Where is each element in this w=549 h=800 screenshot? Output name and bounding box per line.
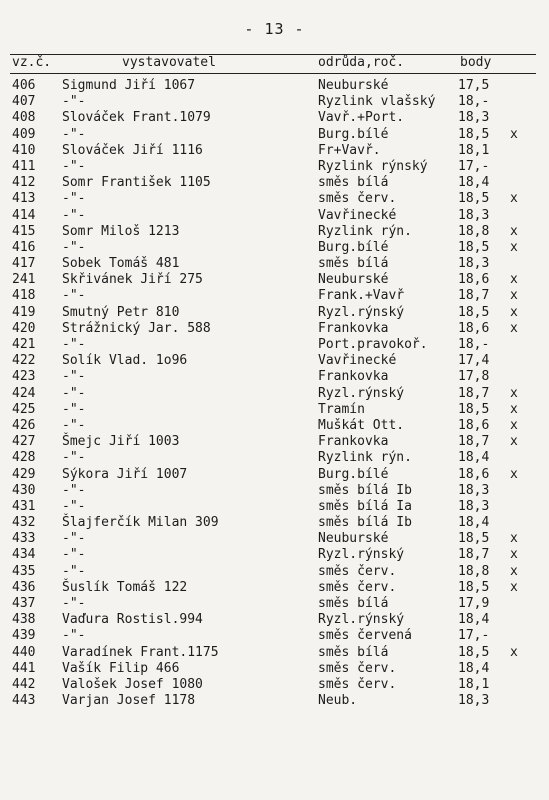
wine-variety: směs bílá (318, 644, 389, 660)
wine-variety: Frank.+Vavř (318, 288, 405, 304)
sample-number: 413 (12, 191, 36, 207)
exhibitor-name: Sobek Tomáš 481 (62, 256, 180, 272)
table-row (12, 272, 534, 288)
award-mark: x (510, 304, 518, 320)
header-number: vz.č. (12, 55, 52, 70)
points-score: 17,5 (458, 78, 490, 93)
wine-variety: směs bílá Ia (318, 498, 412, 514)
exhibitor-name: Šmejc Jiří 1003 (62, 434, 180, 450)
points-score: 18,6 (458, 320, 490, 336)
exhibitor-name: -"- (62, 450, 86, 466)
exhibitor-name: Varadínek Frant.1175 (62, 644, 219, 660)
sample-number: 419 (12, 304, 36, 320)
points-score: 18,6 (458, 466, 490, 482)
wine-variety: Vavřinecké (318, 207, 397, 223)
exhibitor-name: -"- (62, 417, 86, 433)
sample-number: 442 (12, 676, 36, 692)
table-row (12, 353, 534, 369)
wine-variety: Frankovka (318, 369, 389, 385)
sample-number: 426 (12, 417, 36, 433)
table-row (12, 191, 534, 207)
points-score: 18,- (458, 337, 490, 352)
sample-number: 417 (12, 256, 36, 272)
sample-number: 430 (12, 482, 36, 498)
sample-number: 406 (12, 78, 36, 93)
points-score: 18,3 (458, 256, 490, 272)
wine-variety: Vavřinecké (318, 353, 397, 369)
table-row (12, 467, 534, 483)
wine-variety: směs červená (318, 628, 412, 644)
award-mark: x (510, 288, 518, 304)
wine-variety: směs červ. (318, 660, 397, 676)
exhibitor-name: Solík Vlad. 1o96 (62, 353, 188, 369)
exhibitor-name: -"- (62, 369, 86, 385)
exhibitor-name: -"- (62, 158, 86, 174)
sample-number: 411 (12, 158, 36, 174)
exhibitor-name: Vašík Filip 466 (62, 660, 180, 676)
award-mark: x (510, 272, 518, 288)
table-row (12, 110, 534, 126)
table-row (12, 515, 534, 531)
wine-variety: Neuburské (318, 531, 389, 547)
points-score: 18,5 (458, 644, 490, 660)
points-score: 18,4 (458, 660, 490, 676)
exhibitor-name: -"- (62, 191, 86, 207)
wine-variety: Ryzlink rýn. (318, 450, 412, 466)
award-mark: x (510, 385, 518, 401)
sample-number: 418 (12, 288, 36, 304)
award-mark: x (510, 320, 518, 336)
exhibitor-name: Valošek Josef 1080 (62, 676, 203, 692)
wine-variety: směs červ. (318, 676, 397, 692)
sample-number: 415 (12, 223, 36, 239)
points-score: 18,- (458, 94, 490, 110)
points-score: 18,4 (458, 515, 490, 531)
header-variety: odrůda,roč. (318, 55, 405, 70)
exhibitor-name: Šuslík Tomáš 122 (62, 579, 188, 595)
points-score: 18,7 (458, 385, 490, 401)
table-row (12, 580, 534, 596)
points-score: 17,- (458, 628, 490, 644)
wine-variety: Tramín (318, 401, 365, 417)
exhibitor-name: -"- (62, 239, 86, 255)
wine-variety: Burg.bílé (318, 466, 389, 482)
wine-variety: Muškát Ott. (318, 417, 405, 433)
points-score: 18,4 (458, 612, 490, 628)
exhibitor-name: Vaďura Rostisl.994 (62, 612, 203, 628)
wine-variety: Ryzl.rýnský (318, 547, 405, 563)
sample-number: 434 (12, 547, 36, 563)
table-row (12, 483, 534, 499)
points-score: 18,1 (458, 676, 490, 692)
points-score: 18,5 (458, 579, 490, 595)
table-row (12, 499, 534, 515)
table-row (12, 547, 534, 563)
exhibitor-name: -"- (62, 547, 86, 563)
table-row (12, 143, 534, 159)
sample-number: 410 (12, 142, 36, 158)
table-row (12, 693, 534, 709)
points-score: 18,6 (458, 272, 490, 288)
sample-number: 407 (12, 94, 36, 110)
points-score: 18,5 (458, 304, 490, 320)
exhibitor-name: -"- (62, 498, 86, 514)
points-score: 18,5 (458, 239, 490, 255)
sample-number: 424 (12, 385, 36, 401)
wine-variety: směs bílá (318, 596, 389, 611)
table-row (12, 612, 534, 628)
sample-number: 441 (12, 660, 36, 676)
sample-number: 440 (12, 644, 36, 660)
wine-variety: Frankovka (318, 434, 389, 450)
sample-number: 437 (12, 596, 36, 611)
table-row (12, 288, 534, 304)
award-mark: x (510, 239, 518, 255)
exhibitor-name: -"- (62, 628, 86, 644)
sample-number: 435 (12, 563, 36, 579)
results-table (12, 78, 534, 709)
wine-variety: Ryzlink rýn. (318, 223, 412, 239)
table-row (12, 531, 534, 547)
points-score: 18,5 (458, 191, 490, 207)
table-row (12, 240, 534, 256)
table-row (12, 224, 534, 240)
exhibitor-name: -"- (62, 482, 86, 498)
sample-number: 416 (12, 239, 36, 255)
exhibitor-name: Somr František 1105 (62, 175, 211, 191)
exhibitor-name: Skřivánek Jiří 275 (62, 272, 203, 288)
award-mark: x (510, 547, 518, 563)
points-score: 18,7 (458, 547, 490, 563)
exhibitor-name: -"- (62, 596, 86, 611)
award-mark: x (510, 466, 518, 482)
wine-variety: Neub. (318, 693, 358, 709)
sample-number: 409 (12, 126, 36, 142)
award-mark: x (510, 579, 518, 595)
award-mark: x (510, 563, 518, 579)
wine-variety: směs červ. (318, 579, 397, 595)
wine-variety: Ryzlink rýnský (318, 158, 428, 174)
points-score: 18,6 (458, 417, 490, 433)
wine-variety: směs bílá Ib (318, 482, 412, 498)
sample-number: 414 (12, 207, 36, 223)
points-score: 18,5 (458, 531, 490, 547)
exhibitor-name: Sigmund Jiří 1067 (62, 78, 196, 93)
points-score: 17,9 (458, 596, 490, 611)
table-row (12, 450, 534, 466)
header-bottom-rule (10, 73, 536, 74)
wine-variety: Neuburské (318, 272, 389, 288)
award-mark: x (510, 191, 518, 207)
table-row (12, 337, 534, 353)
award-mark: x (510, 417, 518, 433)
sample-number: 408 (12, 110, 36, 126)
table-row (12, 256, 534, 272)
points-score: 18,5 (458, 126, 490, 142)
sample-number: 422 (12, 353, 36, 369)
sample-number: 436 (12, 579, 36, 595)
exhibitor-name: Slováček Jiří 1116 (62, 142, 203, 158)
points-score: 18,5 (458, 401, 490, 417)
table-row (12, 418, 534, 434)
sample-number: 443 (12, 693, 36, 709)
exhibitor-name: -"- (62, 126, 86, 142)
points-score: 18,4 (458, 175, 490, 191)
table-row (12, 208, 534, 224)
exhibitor-name: Šlajferčík Milan 309 (62, 515, 219, 531)
wine-variety: Ryzl.rýnský (318, 612, 405, 628)
exhibitor-name: Sýkora Jiří 1007 (62, 466, 188, 482)
exhibitor-name: Smutný Petr 810 (62, 304, 180, 320)
points-score: 18,3 (458, 207, 490, 223)
points-score: 18,3 (458, 498, 490, 514)
wine-variety: směs bílá (318, 175, 389, 191)
table-row (12, 402, 534, 418)
wine-variety: směs červ. (318, 563, 397, 579)
exhibitor-name: Slováček Frant.1079 (62, 110, 211, 126)
table-row (12, 175, 534, 191)
wine-variety: směs bílá Ib (318, 515, 412, 531)
table-row (12, 628, 534, 644)
table-row (12, 94, 534, 110)
points-score: 17,4 (458, 353, 490, 369)
table-row (12, 564, 534, 580)
table-row (12, 645, 534, 661)
points-score: 18,8 (458, 223, 490, 239)
table-row (12, 159, 534, 175)
wine-variety: Ryzlink vlašský (318, 94, 436, 110)
wine-variety: Ryzl.rýnský (318, 304, 405, 320)
exhibitor-name: Strážnický Jar. 588 (62, 320, 211, 336)
table-row (12, 677, 534, 693)
sample-number: 438 (12, 612, 36, 628)
points-score: 17,8 (458, 369, 490, 385)
wine-variety: Fr+Vavř. (318, 142, 381, 158)
exhibitor-name: -"- (62, 337, 86, 352)
points-score: 18,7 (458, 288, 490, 304)
exhibitor-name: -"- (62, 531, 86, 547)
exhibitor-name: -"- (62, 207, 86, 223)
sample-number: 423 (12, 369, 36, 385)
table-header (12, 55, 534, 71)
points-score: 18,3 (458, 482, 490, 498)
sample-number: 420 (12, 320, 36, 336)
sample-number: 429 (12, 466, 36, 482)
points-score: 18,4 (458, 450, 490, 466)
points-score: 18,7 (458, 434, 490, 450)
exhibitor-name: -"- (62, 563, 86, 579)
wine-variety: Burg.bílé (318, 126, 389, 142)
table-row (12, 127, 534, 143)
exhibitor-name: -"- (62, 288, 86, 304)
points-score: 18,3 (458, 110, 490, 126)
table-row (12, 661, 534, 677)
wine-variety: Frankovka (318, 320, 389, 336)
table-row (12, 305, 534, 321)
table-row (12, 386, 534, 402)
award-mark: x (510, 401, 518, 417)
table-row (12, 596, 534, 612)
table-row (12, 434, 534, 450)
sample-number: 428 (12, 450, 36, 466)
sample-number: 427 (12, 434, 36, 450)
award-mark: x (510, 531, 518, 547)
sample-number: 421 (12, 337, 36, 352)
award-mark: x (510, 126, 518, 142)
wine-variety: Burg.bílé (318, 239, 389, 255)
wine-variety: Port.pravokoř. (318, 337, 428, 352)
points-score: 17,- (458, 158, 490, 174)
header-exhibitor: vystavovatel (122, 55, 216, 70)
page-number: - 13 - (244, 20, 305, 38)
sample-number: 433 (12, 531, 36, 547)
exhibitor-name: Somr Miloš 1213 (62, 223, 180, 239)
sample-number: 412 (12, 175, 36, 191)
points-score: 18,1 (458, 142, 490, 158)
sample-number: 432 (12, 515, 36, 531)
exhibitor-name: -"- (62, 385, 86, 401)
award-mark: x (510, 434, 518, 450)
sample-number: 439 (12, 628, 36, 644)
points-score: 18,8 (458, 563, 490, 579)
wine-variety: Neuburské (318, 78, 389, 93)
points-score: 18,3 (458, 693, 490, 709)
header-points: body (460, 55, 492, 70)
wine-variety: směs bílá (318, 256, 389, 272)
award-mark: x (510, 223, 518, 239)
wine-variety: Vavř.+Port. (318, 110, 405, 126)
exhibitor-name: -"- (62, 94, 86, 110)
exhibitor-name: -"- (62, 401, 86, 417)
sample-number: 241 (12, 272, 36, 288)
wine-variety: směs červ. (318, 191, 397, 207)
table-row (12, 78, 534, 94)
sample-number: 431 (12, 498, 36, 514)
sample-number: 425 (12, 401, 36, 417)
table-row (12, 369, 534, 385)
award-mark: x (510, 644, 518, 660)
table-row (12, 321, 534, 337)
exhibitor-name: Varjan Josef 1178 (62, 693, 196, 709)
wine-variety: Ryzl.rýnský (318, 385, 405, 401)
